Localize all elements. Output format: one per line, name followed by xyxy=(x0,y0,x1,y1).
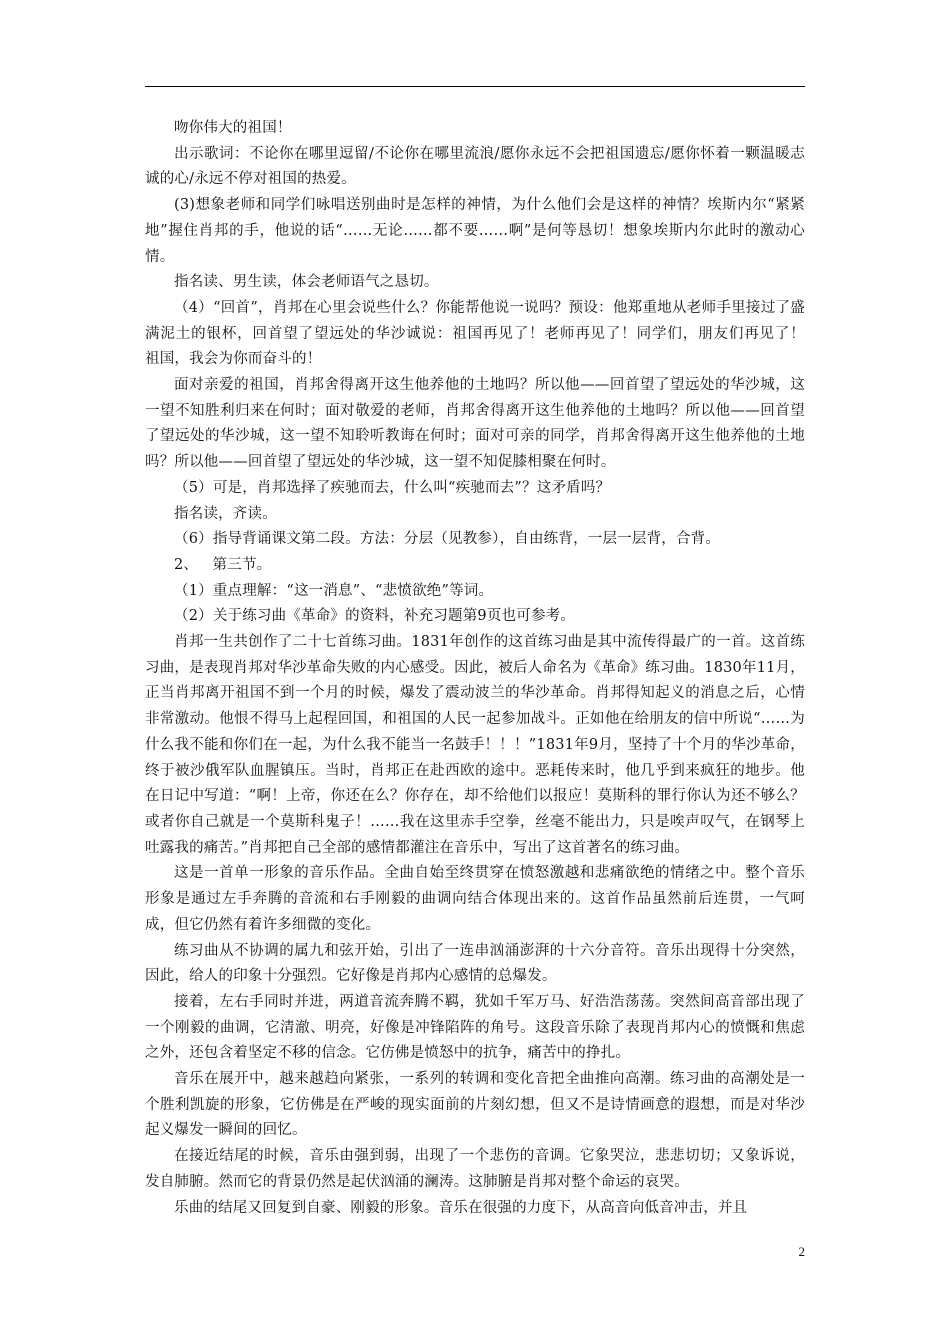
paragraph: （6）指导背诵课文第二段。方法：分层（见教参），自由练背，一层一层背，合背。 xyxy=(174,531,721,548)
paragraph: 音乐在展开中，越来越趋向紧张，一系列的转调和变化音把全曲推向高潮。练习曲的高潮处是一个胜利凯旋的形象，它仿佛是在严峻的现实面前的片刻幻想，但又不是诗情画意的遐想，而是对华沙起义爆发一瞬间的回忆。 xyxy=(145,1071,805,1139)
paragraph: 肖邦一生共创作了二十七首练习曲。1831年创作的这首练习曲是其中流传得最广的一首。这首练习曲，是表现肖邦对华沙革命失败的内心感受。因此，被后人命名为《革命》练习曲。1830年11月，正当肖邦离开祖国不到一个月的时候，爆发了震动波兰的华沙革命。肖邦得知起义的消息之后，心情非常激动。他恨不得马上起程回国，和祖国的人民一起参加战斗。正如他在给朋友的信中所说“……为什么我不能和你们在一起，为什么我不能当一名鼓手！！！”1831年9月，坚持了十个月的华沙革命，终于被沙俄军队血腥镇压。当时，肖邦正在赴西欧的途中。恶耗传来时，他几乎到来疯狂的地步。他在日记中写道：“啊！上帝，你还在么？你存在，却不给他们以报应！莫斯科的罪行你认为还不够么？或者你自己就是一个莫斯科鬼子！……我在这里赤手空拳，丝毫不能出力，只是唉声叹气，在钢琴上吐露我的痛苦。”肖邦把自己全部的感情都灌注在音乐中，写出了这首著名的练习曲。 xyxy=(145,634,805,856)
header-rule xyxy=(145,86,805,87)
paragraph: （1）重点理解：“这一消息”、“悲愤欲绝”等词。 xyxy=(174,582,494,599)
paragraph: 指名读，齐读。 xyxy=(174,505,277,522)
paragraph: 出示歌词：不论你在哪里逗留/不论你在哪里流浪/愿你永远不会把祖国遗忘/愿你怀着一颗温暖志诚的心/永远不停对祖国的热爱。 xyxy=(145,145,805,188)
paragraph: 在接近结尾的时候，音乐由强到弱，出现了一个悲伤的音调。它象哭泣，悲悲切切；又象诉说，发自肺腑。然而它的背景仍然是起伏汹涌的澜涛。这肺腑是肖邦对整个命运的哀哭。 xyxy=(145,1148,805,1190)
paragraph: 吻你伟大的祖国！ xyxy=(174,120,292,136)
paragraph: 面对亲爱的祖国，肖邦舍得离开这生他养他的土地吗？所以他——回首望了望远处的华沙城，这一望不知胜利归来在何时；面对敬爱的老师，肖邦舍得离开这生他养他的土地吗？所以他——回首望了望远处的华沙城，这一望不知聆听教诲在何时；面对可亲的同学，肖邦舍得离开这生他养他的土地吗？所以他——回首望了望远处的华沙城，这一望不知促膝相聚在何时。 xyxy=(145,377,805,471)
paragraph: （2）关于练习曲《革命》的资料，补充习题第9页也可参考。 xyxy=(174,608,576,625)
paragraph: 指名读、男生读，体会老师语气之恳切。 xyxy=(174,274,439,291)
paragraph: 接着，左右手同时并进，两道音流奔腾不羁，犹如千军万马、好浩浩荡荡。突然间高音部出现了一个刚毅的曲调，它清澈、明亮，好像是冲锋陷阵的角号。这段音乐除了表现肖邦内心的愤慨和焦虑之外，还包含着坚定不移的信念。它仿佛是愤怒中的抗争，痛苦中的挣扎。 xyxy=(145,993,805,1062)
paragraph: 乐曲的结尾又回复到自豪、刚毅的形象。音乐在很强的力度下，从高音向低音冲击，并且 xyxy=(174,1199,748,1216)
paragraph: 这是一首单一形象的音乐作品。全曲自始至终贯穿在愤怒激越和悲痛欲绝的情绪之中。整个音乐形象是通过左手奔腾的音流和右手刚毅的曲调向结合体现出来的。这首作品虽然前后连贯，一气呵成，但它仍然有着许多细微的变化。 xyxy=(145,865,805,933)
document-body xyxy=(145,116,844,1221)
page-number: 2 xyxy=(798,1244,805,1259)
paragraph: （4）“回首”，肖邦在心里会说些什么？你能帮他说一说吗？预设：他郑重地从老师手里接过了盛满泥土的银杯，回首望了望远处的华沙诚说：祖国再见了！老师再见了！同学们，朋友们再见了！ 祖国，我会为你而奋斗的！ xyxy=(145,299,844,368)
paragraph: 2、 第三节。 xyxy=(174,556,272,573)
paragraph: (3)想象老师和同学们咏唱送别曲时是怎样的神情，为什么他们会是这样的神情？埃斯内尔“紧紧地”握住肖邦的手，他说的话“……无论……都不要……啊”是何等恳切！想象埃斯内尔此时的激动心情。 xyxy=(145,197,805,265)
paragraph: （5）可是，肖邦选择了疾驰而去，什么叫“疾驰而去”？这矛盾吗？ xyxy=(174,479,611,496)
paragraph: 练习曲从不协调的属九和弦开始，引出了一连串汹涌澎湃的十六分音符。音乐出现得十分突然，因此，给人的印象十分强烈。它好像是肖邦内心感情的总爆发。 xyxy=(145,942,805,985)
